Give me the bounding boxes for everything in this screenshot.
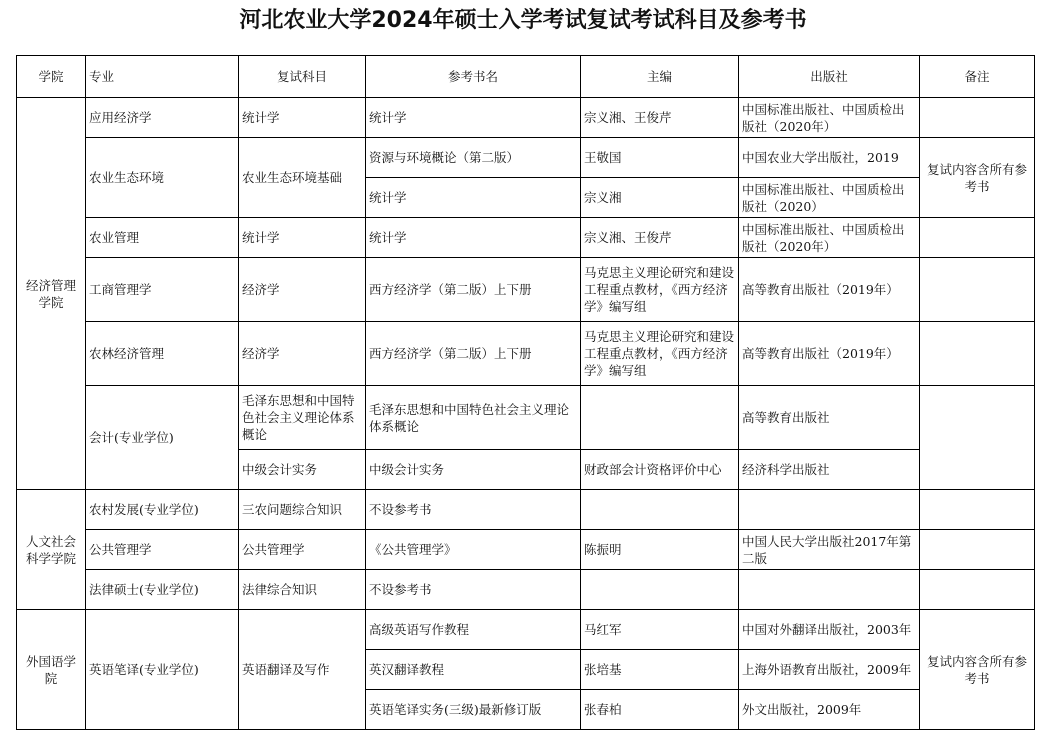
publisher-cell: 中国标准出版社、中国质检出版社（2020） — [739, 178, 920, 218]
editor-cell: 陈振明 — [581, 530, 739, 570]
table-row — [17, 570, 1035, 610]
subject-cell: 经济学 — [239, 322, 366, 386]
major-cell: 英语笔译(专业学位) — [86, 610, 239, 730]
header-subject: 复试科目 — [239, 56, 366, 98]
college-cell: 外国语学院 — [17, 610, 86, 730]
publisher-cell: 上海外语教育出版社，2009年 — [739, 650, 920, 690]
note-cell — [920, 98, 1035, 138]
editor-cell: 张培基 — [581, 650, 739, 690]
subject-cell: 统计学 — [239, 98, 366, 138]
editor-cell: 王敬国 — [581, 138, 739, 178]
book-cell: 不设参考书 — [366, 490, 581, 530]
editor-cell: 财政部会计资格评价中心 — [581, 450, 739, 490]
publisher-cell — [739, 570, 920, 610]
editor-cell: 马红军 — [581, 610, 739, 650]
editor-cell: 宗义湘 — [581, 178, 739, 218]
publisher-cell: 经济科学出版社 — [739, 450, 920, 490]
editor-cell: 宗义湘、王俊芹 — [581, 98, 739, 138]
publisher-cell: 中国农业大学出版社，2019 — [739, 138, 920, 178]
publisher-cell: 高等教育出版社（2019年） — [739, 258, 920, 322]
subject-cell: 经济学 — [239, 258, 366, 322]
publisher-cell — [739, 490, 920, 530]
editor-cell: 马克思主义理论研究和建设工程重点教材，《西方经济学》编写组 — [581, 322, 739, 386]
subject-cell: 英语翻译及写作 — [239, 610, 366, 730]
editor-cell — [581, 490, 739, 530]
subject-cell: 公共管理学 — [239, 530, 366, 570]
subject-cell: 中级会计实务 — [239, 450, 366, 490]
table-row — [17, 386, 1035, 450]
table-row — [17, 322, 1035, 386]
publisher-cell: 中国标准出版社、中国质检出版社（2020年） — [739, 218, 920, 258]
book-cell: 高级英语写作教程 — [366, 610, 581, 650]
subject-cell: 统计学 — [239, 218, 366, 258]
header-major: 专业 — [86, 56, 239, 98]
book-cell: 资源与环境概论（第二版） — [366, 138, 581, 178]
table-row — [17, 610, 1035, 650]
table-row — [17, 258, 1035, 322]
book-cell: 西方经济学（第二版）上下册 — [366, 258, 581, 322]
major-cell: 工商管理学 — [86, 258, 239, 322]
table-row — [17, 490, 1035, 530]
major-cell: 应用经济学 — [86, 98, 239, 138]
book-cell: 毛泽东思想和中国特色社会主义理论体系概论 — [366, 386, 581, 450]
major-cell: 法律硕士(专业学位) — [86, 570, 239, 610]
publisher-cell: 外文出版社，2009年 — [739, 690, 920, 730]
subject-cell: 法律综合知识 — [239, 570, 366, 610]
publisher-cell: 高等教育出版社（2019年） — [739, 322, 920, 386]
major-cell: 农村发展(专业学位) — [86, 490, 239, 530]
note-cell: 复试内容含所有参考书 — [920, 610, 1035, 730]
publisher-cell: 中国标准出版社、中国质检出版社（2020年） — [739, 98, 920, 138]
note-cell — [920, 490, 1035, 530]
note-cell — [920, 530, 1035, 570]
editor-cell — [581, 570, 739, 610]
book-cell: 《公共管理学》 — [366, 530, 581, 570]
subject-cell: 三农问题综合知识 — [239, 490, 366, 530]
editor-cell: 马克思主义理论研究和建设工程重点教材，《西方经济学》编写组 — [581, 258, 739, 322]
college-cell: 人文社会科学学院 — [17, 490, 86, 610]
book-cell: 不设参考书 — [366, 570, 581, 610]
editor-cell — [581, 386, 739, 450]
header-row — [17, 56, 1035, 98]
book-cell: 英语笔译实务(三级)最新修订版 — [366, 690, 581, 730]
book-cell: 中级会计实务 — [366, 450, 581, 490]
table-row — [17, 98, 1035, 138]
book-cell: 统计学 — [366, 218, 581, 258]
subject-cell: 农业生态环境基础 — [239, 138, 366, 218]
header-editor: 主编 — [581, 56, 739, 98]
subject-cell: 毛泽东思想和中国特色社会主义理论体系概论 — [239, 386, 366, 450]
college-cell: 经济管理学院 — [17, 98, 86, 490]
editor-cell: 张春柏 — [581, 690, 739, 730]
note-cell — [920, 218, 1035, 258]
table-row — [17, 218, 1035, 258]
book-cell: 英汉翻译教程 — [366, 650, 581, 690]
table-row — [17, 138, 1035, 178]
note-cell — [920, 570, 1035, 610]
note-cell: 复试内容含所有参考书 — [920, 138, 1035, 218]
exam-table — [16, 55, 1035, 730]
book-cell: 统计学 — [366, 178, 581, 218]
header-note: 备注 — [920, 56, 1035, 98]
note-cell — [920, 386, 1035, 490]
table-row — [17, 530, 1035, 570]
major-cell: 会计(专业学位) — [86, 386, 239, 490]
book-cell: 西方经济学（第二版）上下册 — [366, 322, 581, 386]
editor-cell: 宗义湘、王俊芹 — [581, 218, 739, 258]
header-publisher: 出版社 — [739, 56, 920, 98]
note-cell — [920, 258, 1035, 322]
header-college: 学院 — [17, 56, 86, 98]
publisher-cell: 中国对外翻译出版社，2003年 — [739, 610, 920, 650]
note-cell — [920, 322, 1035, 386]
document-title: 河北农业大学2024年硕士入学考试复试考试科目及参考书 — [239, 8, 807, 33]
major-cell: 农业生态环境 — [86, 138, 239, 218]
book-cell: 统计学 — [366, 98, 581, 138]
major-cell: 农业管理 — [86, 218, 239, 258]
publisher-cell: 中国人民大学出版社2017年第二版 — [739, 530, 920, 570]
major-cell: 公共管理学 — [86, 530, 239, 570]
major-cell: 农林经济管理 — [86, 322, 239, 386]
header-book: 参考书名 — [366, 56, 581, 98]
publisher-cell: 高等教育出版社 — [739, 386, 920, 450]
